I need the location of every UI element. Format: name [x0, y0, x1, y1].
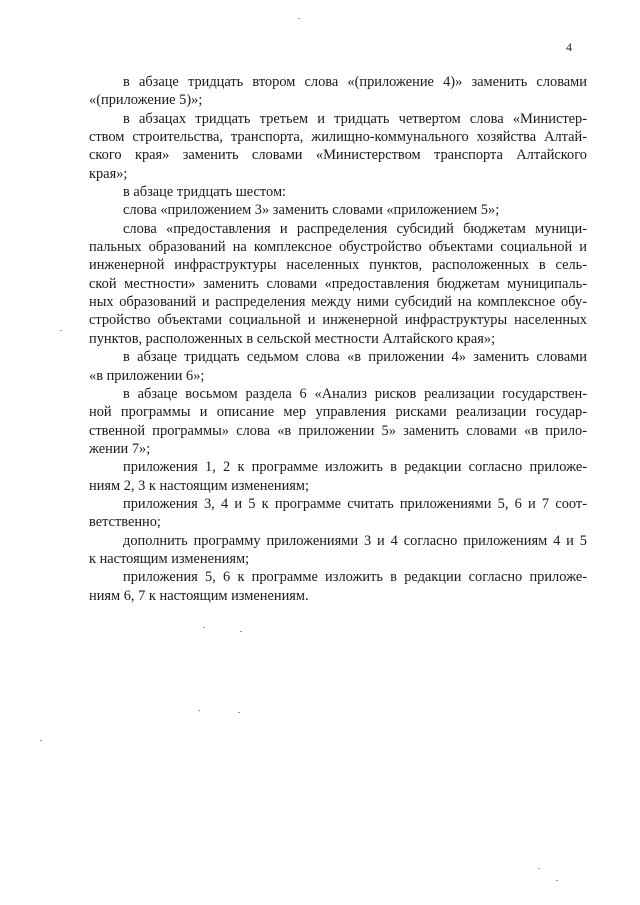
scan-speck: [203, 627, 205, 628]
text-line: в абзаце тридцать втором слова «(приложение 4)» заменить словами: [123, 74, 587, 90]
text-line: дополнить программу приложениями 3 и 4 согласно приложениям 4 и 5: [123, 532, 587, 549]
text-line: ственной программы» слова «в приложении 5» заменить словами «в прило-: [89, 422, 587, 439]
text-line: ниям 6, 7 к настоящим изменениям.: [89, 587, 309, 604]
scan-speck: [238, 712, 240, 713]
text-line: в абзаце тридцать седьмом слова «в приложении 4» заменить словами: [123, 349, 587, 366]
page-number: 4: [566, 40, 572, 54]
text-line: ной программы и описание мер управления рисками реализации государ-: [89, 404, 587, 421]
text-line: ниям 2, 3 к настоящим изменениям;: [89, 477, 309, 494]
text-line: приложения 5, 6 к программе изложить в редакции согласно приложе-: [123, 569, 587, 586]
text-line: «(приложение 5)»;: [89, 92, 203, 109]
scan-speck: [60, 330, 62, 331]
text-line: в абзацах тридцать третьем и тридцать четвертом слова «Министер-: [123, 110, 587, 127]
scan-speck: [298, 18, 300, 19]
scan-speck: [40, 740, 42, 741]
text-line: слова «предоставления и распределения субсидий бюджетам муници-: [123, 220, 587, 237]
text-line: приложения 1, 2 к программе изложить в редакции согласно приложе-: [123, 459, 587, 476]
text-line: пальных образований на комплексное обустройство объектами социальной и: [89, 239, 587, 256]
scan-speck: [198, 710, 200, 711]
text-line: ветственно;: [89, 514, 161, 531]
text-line: стройство объектами социальной и инженерной инфраструктуры населенных: [89, 312, 587, 329]
text-line: пунктов, расположенных в сельской местности Алтайского края»;: [89, 330, 496, 347]
text-line: жении 7»;: [89, 440, 151, 457]
scan-speck: [556, 880, 558, 881]
text-line: «в приложении 6»;: [89, 367, 205, 384]
text-line: ством строительства, транспорта, жилищно-коммунального хозяйства Алтай-: [89, 129, 587, 146]
text-line: ского края» заменить словами «Министерством транспорта Алтайского: [89, 147, 587, 164]
text-line: края»;: [89, 165, 128, 182]
text-line: инженерной инфраструктуры населенных пунктов, расположенных в сель-: [89, 257, 587, 274]
text-line: к настоящим изменениям;: [89, 550, 250, 567]
text-line: приложения 3, 4 и 5 к программе считать приложениями 5, 6 и 7 соот-: [123, 495, 587, 512]
text-line: слова «приложением 3» заменить словами «приложением 5»;: [123, 202, 500, 219]
text-line: в абзаце восьмом раздела 6 «Анализ рисков реализации государствен-: [123, 385, 587, 402]
document-body: [89, 73, 587, 605]
text-line: ных образований и распределения между ними субсидий на комплексное обу-: [89, 294, 587, 311]
scan-speck: [240, 631, 242, 632]
scan-speck: [538, 868, 540, 869]
text-line: в абзаце тридцать шестом:: [123, 184, 287, 201]
text-line: ской местности» заменить словами «предоставления бюджетам муниципаль-: [89, 275, 587, 292]
